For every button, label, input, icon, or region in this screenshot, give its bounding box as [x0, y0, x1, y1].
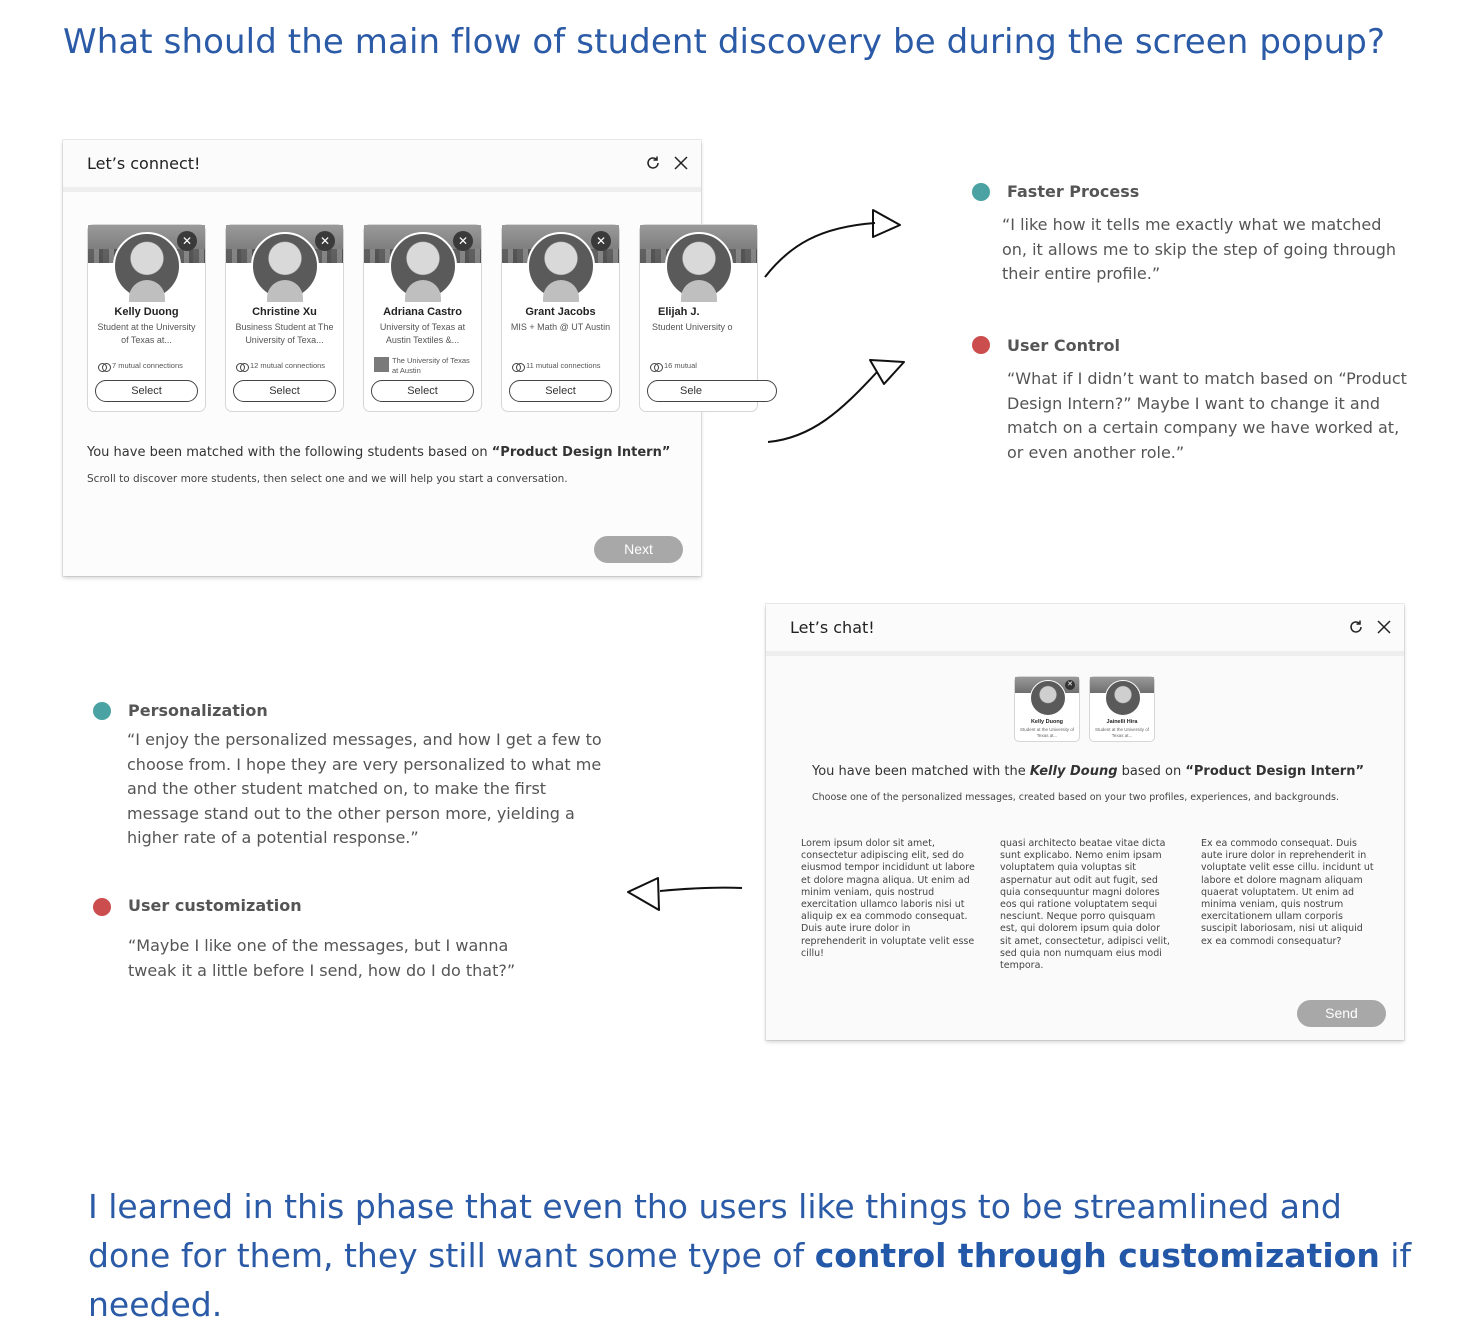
card-connections: 11 mutual connections: [512, 361, 615, 370]
student-card[interactable]: [87, 224, 206, 412]
select-button[interactable]: Select: [509, 380, 612, 402]
status-dot: [972, 183, 990, 201]
message-option[interactable]: Ex ea commodo consequat. Duis aute irure dolor in reprehenderit in voluptate velit esse cillu. incidunt ut labore et dolore magnam aliquam quaerat voluptatem. Ut enim ad minima veniam, quis nostrum exercitationem ullam corporis suscipit laboriosam, nisi ut aliquid ex ea commodi consequatur?: [1201, 838, 1374, 947]
student-cards-carousel[interactable]: [87, 224, 733, 414]
card-name: Adriana Castro: [383, 306, 462, 318]
refresh-icon[interactable]: [645, 155, 661, 171]
card-name: Christine Xu: [252, 306, 317, 318]
card-connections: 12 mutual connections: [236, 361, 339, 370]
connect-popup: [63, 140, 733, 576]
arrow-to-faster-process-icon: [760, 205, 910, 285]
card-name: Kelly Duong: [114, 306, 179, 318]
dismiss-card-icon[interactable]: ✕: [315, 231, 335, 251]
avatar: [389, 232, 457, 300]
card-name: Grant Jacobs: [525, 306, 596, 318]
school-logo-icon: [374, 357, 389, 372]
status-dot: [972, 336, 990, 354]
card-name: Elijah J.: [658, 306, 700, 318]
chat-popup-title: Let’s chat!: [790, 618, 875, 637]
matched-student-card: [1014, 676, 1080, 742]
feedback-heading: Personalization: [128, 701, 268, 720]
select-button[interactable]: Sele: [647, 380, 777, 402]
card-subtitle: Student at the University of Texas at...: [97, 322, 196, 345]
card-subtitle: Business Student at The University of Texa...: [235, 322, 334, 345]
next-button[interactable]: Next: [594, 536, 683, 563]
send-button[interactable]: Send: [1297, 1000, 1386, 1027]
card-connections: 16 mutual: [650, 361, 753, 370]
mutual-connections-icon: [98, 363, 110, 370]
card-subtitle: Student at the University of Texas at...: [1094, 727, 1150, 738]
select-button[interactable]: Select: [233, 380, 336, 402]
feedback-heading: Faster Process: [1007, 182, 1140, 201]
avatar: [1105, 680, 1141, 716]
card-connections: The University of Texas at Austin: [374, 356, 477, 376]
matched-student-card: [1089, 676, 1155, 742]
mutual-connections-icon: [236, 363, 248, 370]
match-description: You have been matched with the following students based on “Product Design Intern”: [87, 445, 671, 460]
select-button[interactable]: Select: [95, 380, 198, 402]
card-subtitle: University of Texas at Austin Textiles &...: [379, 322, 466, 345]
select-button[interactable]: Select: [371, 380, 474, 402]
page-title: What should the main flow of student discovery be during the screen popup?: [63, 22, 1386, 62]
close-icon[interactable]: [673, 155, 689, 171]
feedback-quote: “I like how it tells me exactly what we matched on, it allows me to skip the step of going through their entire profile.”: [1002, 215, 1397, 283]
card-subtitle: MIS + Math @ UT Austin: [510, 322, 611, 332]
card-connections: 7 mutual connections: [98, 361, 201, 370]
student-card[interactable]: [225, 224, 344, 412]
card-name: Kelly Duong: [1030, 719, 1064, 725]
student-card[interactable]: [501, 224, 620, 412]
feedback-quote: “I enjoy the personalized messages, and how I get a few to choose from. I hope they are very personalized to what me and the other student matched on, to make the first message stand out to the other person more, yielding a higher rate of a potential response.”: [127, 730, 602, 847]
feedback-quote: “What if I didn’t want to match based on “Product Design Intern?” Maybe I want to change it and match on a certain company we have worked at, or even another role.”: [1007, 369, 1407, 462]
card-name: Jainelli Hira: [1106, 719, 1138, 725]
chat-popup: [766, 604, 1404, 1040]
close-icon[interactable]: [1376, 619, 1392, 635]
match-description: You have been matched with the Kelly Doung based on “Product Design Intern”: [812, 764, 1365, 779]
feedback-heading: User customization: [128, 896, 302, 915]
dismiss-card-icon[interactable]: ✕: [177, 231, 197, 251]
avatar: [527, 232, 595, 300]
mutual-connections-icon: [512, 363, 524, 370]
status-dot: [93, 702, 111, 720]
status-dot: [93, 898, 111, 916]
avatar: [665, 232, 733, 300]
card-subtitle: Student University o: [652, 322, 733, 332]
dismiss-card-icon[interactable]: ✕: [1065, 680, 1075, 690]
conclusion-text: I learned in this phase that even tho users like things to be streamlined and done for them, they still want some type of control through customization if needed.: [88, 1187, 1412, 1324]
connect-popup-title: Let’s connect!: [87, 154, 201, 173]
message-option[interactable]: Lorem ipsum dolor sit amet, consectetur adipiscing elit, sed do eiusmod tempor incididunt ut labore et dolore magna aliqua. Ut enim ad minim veniam, quis nostrud exercitation ullamco laboris nisi ut aliquip ex ea commodo consequat. Duis aute irure dolor in reprehenderit in voluptate velit esse cillu!: [801, 838, 975, 959]
connect-popup-header: [63, 140, 701, 192]
refresh-icon[interactable]: [1348, 619, 1364, 635]
mutual-connections-icon: [650, 363, 662, 370]
feedback-quote: “Maybe I like one of the messages, but I wanna tweak it a little before I send, how do I do that?”: [128, 936, 516, 980]
feedback-heading: User Control: [1007, 336, 1120, 355]
message-option[interactable]: quasi architecto beatae vitae dicta sunt explicabo. Nemo enim ipsam voluptatem quia voluptas sit aspernatur aut odit aut fugit, sed quia consequuntur magni dolores eos qui ratione voluptatem sequi nesciunt. Neque porro quisquam est, qui dolorem ipsum quia dolor sit amet, consectetur, adipisci velit, sed quia non numquam eius modi tempora.: [1000, 838, 1170, 972]
card-subtitle: Student at the University of Texas at...: [1019, 727, 1075, 738]
student-card[interactable]: [363, 224, 482, 412]
instructions: Choose one of the personalized messages, created based on your two profiles, experiences, and backgrounds.: [812, 792, 1339, 803]
avatar: [113, 232, 181, 300]
arrow-to-user-control-icon: [762, 350, 912, 450]
instructions: Scroll to discover more students, then select one and we will help you start a conversation.: [87, 473, 568, 485]
chat-popup-header: [766, 604, 1404, 656]
avatar: [251, 232, 319, 300]
student-card[interactable]: [639, 224, 758, 412]
dismiss-card-icon[interactable]: ✕: [453, 231, 473, 251]
avatar: [1030, 680, 1066, 716]
dismiss-card-icon[interactable]: ✕: [591, 231, 611, 251]
arrow-to-personalization-icon: [622, 870, 752, 920]
